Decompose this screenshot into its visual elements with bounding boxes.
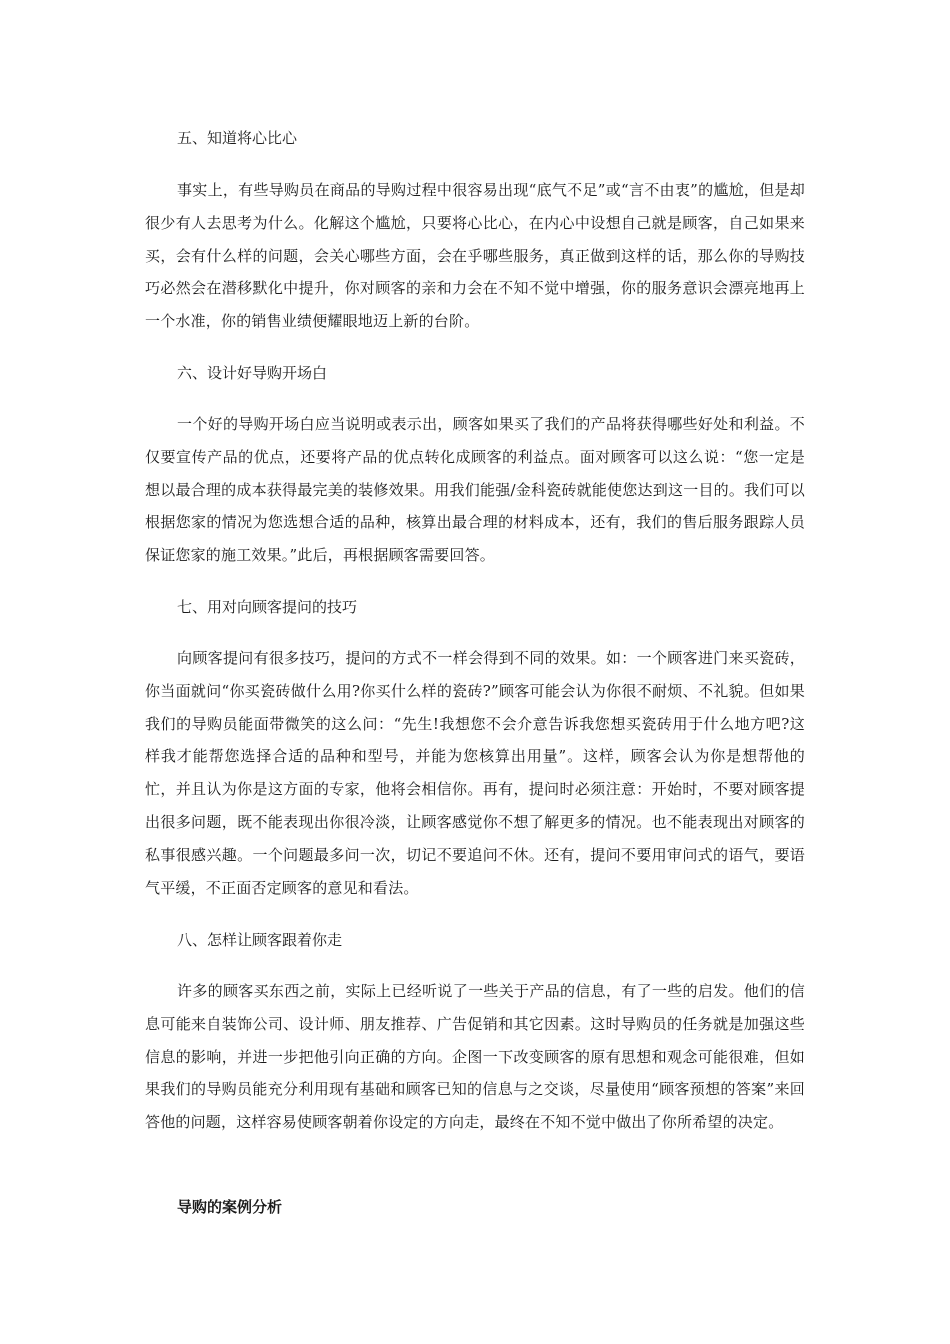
- section-paragraph-7: 向顾客提问有很多技巧，提问的方式不一样会得到不同的效果。如：一个顾客进门来买瓷砖，你当面就问“你买瓷砖做什么用?你买什么样的瓷砖?”顾客可能会认为你很不耐烦、不礼貌。但如果我们的导购员能面带微笑的这么问：“先生!我想您不会介意告诉我您想买瓷砖用于什么地方吧?这样我才能帮您选择合适的品种和型号，并能为您核算出用量”。这样，顾客会认为你是想帮他的忙，并且认为你是这方面的专家，他将会相信你。再有，提问时必须注意：开始时，不要对顾客提出很多问题，既不能表现出你很冷淡，让顾客感觉你不想了解更多的情况。也不能表现出对顾客的私事很感兴趣。一个问题最多问一次，切记不要追问不休。还有，提问不要用审问式的语气，要语气平缓，不正面否定顾客的意见和看法。: [145, 649, 805, 897]
- section-heading-7: 七、用对向顾客提问的技巧: [177, 598, 358, 616]
- section-heading-6: 六、设计好导购开场白: [177, 364, 328, 382]
- case-analysis-heading: 导购的案例分析: [177, 1198, 283, 1216]
- section-paragraph-8: 许多的顾客买东西之前，实际上已经听说了一些关于产品的信息，有了一些的启发。他们的信息可能来自装饰公司、设计师、朋友推荐、广告促销和其它因素。这时导购员的任务就是加强这些信息的影响，并进一步把他引向正确的方向。企图一下改变顾客的原有思想和观念可能很难，但如果我们的导购员能充分利用现有基础和顾客已知的信息与之交谈，尽量使用“顾客预想的答案”来回答他的问题，这样容易使顾客朝着你设定的方向走，最终在不知不觉中做出了你所希望的决定。: [145, 982, 805, 1132]
- section-heading-8: 八、怎样让顾客跟着你走: [177, 931, 343, 949]
- section-paragraph-6: 一个好的导购开场白应当说明或表示出，顾客如果买了我们的产品将获得哪些好处和利益。不仅要宣传产品的优点，还要将产品的优点转化成顾客的利益点。面对顾客可以这么说：“您一定是想以最合理的成本获得最完美的装修效果。用我们能强/金科瓷砖就能使您达到这一目的。我们可以根据您家的情况为您选想合适的品种，核算出最合理的材料成本，还有，我们的售后服务跟踪人员保证您家的施工效果。”此后，再根据顾客需要回答。: [145, 415, 805, 565]
- section-paragraph-5: 事实上，有些导购员在商品的导购过程中很容易出现“底气不足”或“言不由衷”的尴尬，但是却很少有人去思考为什么。化解这个尴尬，只要将心比心，在内心中设想自己就是顾客，自己如果来买，会有什么样的问题，会关心哪些方面，会在乎哪些服务，真正做到这样的话，那么你的导购技巧必然会在潜移默化中提升，你对顾客的亲和力会在不知不觉中增强，你的服务意识会漂亮地再上一个水准，你的销售业绩便耀眼地迈上新的台阶。: [145, 181, 805, 331]
- section-heading-5: 五、知道将心比心: [177, 129, 298, 147]
